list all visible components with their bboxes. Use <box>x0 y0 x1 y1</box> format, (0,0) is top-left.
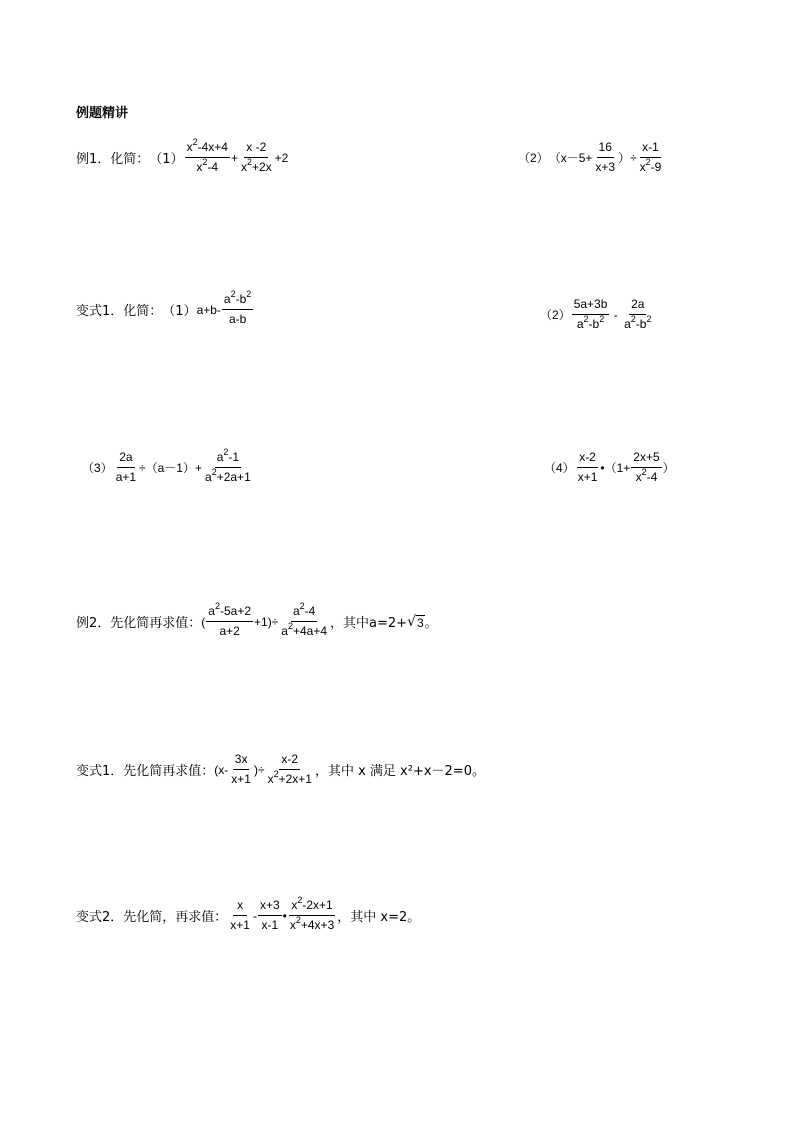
fraction: $\frac{2a}{a+1}$ <box>115 450 137 484</box>
part-label: （4） <box>544 461 575 475</box>
fraction: $\frac{x-2}{x+1}$ <box>577 450 598 484</box>
example-2-label: 例2．先化简再求值： <box>76 616 202 631</box>
variant-2-label: 变式2．先化简，再求值： <box>76 910 228 925</box>
fraction: $\frac{3x}{x+1}$ <box>231 752 251 786</box>
fraction: $\frac{x-2}{x^2+2x+1}$ <box>267 752 312 786</box>
fraction: $\frac{5a+3b}{a^2-b^2}$ <box>573 297 608 331</box>
fraction: $\frac{16}{x+3}$ <box>595 140 616 174</box>
fraction: $\frac{2a}{a^2-b^2}$ <box>624 297 652 331</box>
example-1-part-1: 例1．化简： （1） $\frac{x^2-4x+4}{x^2-4}$ + $\frac{x -2}{x^2+2x}$ +2 <box>76 137 289 174</box>
fraction: $\frac{a^2-b^2}{a-b}$ <box>223 289 252 326</box>
variant-2-evaluate: 变式2．先化简，再求值： $\frac{x}{x+1}$ - $\frac{x+3}{x-1}$ • $\frac{x^2-2x+1}{x^2+4x+3}$ ，其中 x=2。 <box>76 895 421 932</box>
fraction: $\frac{x -2}{x^2+2x}$ <box>240 140 272 174</box>
fraction: $\frac{x+3}{x-1}$ <box>259 898 280 932</box>
part-label: （1） <box>162 304 197 319</box>
variant-1-label: 变式1．化简： <box>76 304 163 319</box>
part-label: （2） <box>518 151 549 165</box>
section-heading <box>76 102 128 121</box>
variant-1-part-1: 变式1．化简： （1） a+b- $\frac{a^2-b^2}{a-b}$ <box>76 289 252 326</box>
example-1-label: 例1．化简： <box>76 152 150 167</box>
part-label: （1） <box>149 152 184 167</box>
variant-1-eval-label: 变式1．先化简再求值： <box>76 764 215 779</box>
variant-1-part-4: （4） $\frac{x-2}{x+1}$ •（1+ $\frac{2x+5}{x^2-4}$ ） <box>544 450 675 484</box>
fraction: $\frac{a^2-1}{a^2+2a+1}$ <box>205 447 251 484</box>
example-1-part-2: （2） （x－5+ $\frac{16}{x+3}$ ）÷ $\frac{x-1}{x^2-9}$ <box>518 140 662 174</box>
part-label: （3） <box>82 461 113 475</box>
fraction: $\frac{x^2-2x+1}{x^2+4x+3}$ <box>289 895 335 932</box>
fraction: $\frac{x^2-4x+4}{x^2-4}$ <box>186 137 228 174</box>
variant-1-evaluate: 变式1．先化简再求值： (x- $\frac{3x}{x+1}$ )÷ $\frac{x-2}{x^2+2x+1}$ ，其中 x 满足 x²+x－2=0。 <box>76 752 485 786</box>
fraction: $\frac{a^2-4}{a^2+4a+4}$ <box>281 601 328 638</box>
fraction: $\frac{2x+5}{x^2-4}$ <box>633 450 660 484</box>
variant-1-part-3: （3） $\frac{2a}{a+1}$ ÷（a－1）+ $\frac{a^2-1}{a^2+2a+1}$ <box>82 447 251 484</box>
fraction: $\frac{a^2-5a+2}{a+2}$ <box>208 601 252 638</box>
fraction: $\frac{x-1}{x^2-9}$ <box>639 140 662 174</box>
heading-text: 例题精讲 <box>76 106 129 121</box>
example-2: 例2．先化简再求值： ( $\frac{a^2-5a+2}{a+2}$ +1)÷ $\frac{a^2-4}{a^2+4a+4}$ ，其中a=2+ √ 3 。 <box>76 601 438 638</box>
part-label: （2） <box>540 308 571 322</box>
square-root: √ 3 <box>407 613 424 630</box>
radical-sign-icon: √ <box>407 613 416 630</box>
variant-1-part-2: （2） $\frac{5a+3b}{a^2-b^2}$ - $\frac{2a}{a^2-b^2}$ <box>540 297 652 331</box>
fraction: $\frac{x}{x+1}$ <box>230 898 250 932</box>
